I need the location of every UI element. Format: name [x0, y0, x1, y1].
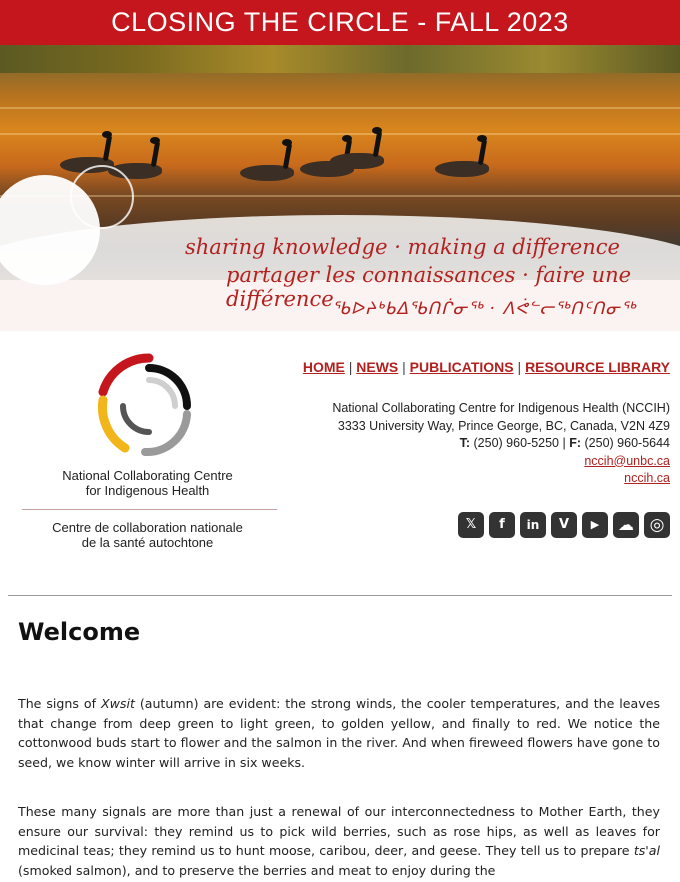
tagline-syllabics: ᖃᐅᔨᒃᑲᐃᖃᑎᒌᓂᖅ · ᐱᕚᓪᓕᖅᑎᑦᑎᓂᖅ [332, 299, 636, 319]
paragraph-text: (autumn) are evident: the strong winds, the cooler temperatures, and the leaves that change from deep green to light green, to golden yellow, and finally to red. We notice the cottonwood buds start to flower and the salmon in the river. And when fireweed flowers have gone to seed, we know winter will arrive in six weeks. [18, 696, 661, 770]
logo-arc-inner-dark [123, 406, 149, 432]
goose-image [330, 153, 384, 169]
org-name-fr-line: de la santé autochtone [81, 535, 214, 550]
instagram-icon[interactable]: ◎ [644, 512, 670, 538]
contact-org-line: National Collaborating Centre for Indigenous Health (NCCIH) [332, 401, 670, 415]
nav-separator: | [517, 359, 522, 375]
paragraph-text: (smoked salmon), and to preserve the berries and meat to enjoy during the [18, 862, 496, 878]
goose-image [435, 161, 489, 177]
fax-label: F: [569, 436, 582, 450]
youtube-icon[interactable]: ▶ [582, 512, 608, 538]
article-paragraph-2 [18, 802, 660, 880]
contact-address: 3333 University Way, Prince George, BC, Canada, V2N 4Z9 [337, 418, 670, 433]
hero-banner [0, 45, 680, 331]
linkedin-icon[interactable]: in [520, 512, 546, 538]
nav-news-link[interactable]: NEWS [356, 359, 399, 375]
nav-separator: | [402, 359, 406, 375]
contact-separator: | [562, 436, 566, 450]
contact-block [250, 400, 670, 488]
facebook-icon[interactable]: f [489, 512, 515, 538]
goose-image [240, 165, 294, 181]
nav-home-link[interactable]: HOME [302, 359, 345, 375]
email-link[interactable]: nccih@unbc.ca [584, 453, 670, 468]
phone-label: T: [459, 436, 471, 450]
website-link[interactable]: nccih.ca [624, 471, 670, 485]
tagline-french: partager les connaissances · faire une différence [226, 263, 632, 311]
phone-number: (250) 960-5250 [473, 436, 559, 450]
org-name-en-line: for Indigenous Health [85, 483, 210, 498]
section-divider [8, 595, 672, 596]
tagline-english: sharing knowledge · making a difference [185, 235, 620, 259]
paragraph-text: The signs of [18, 696, 101, 711]
contact-phone-line [250, 435, 670, 453]
nav-separator: | [348, 359, 353, 375]
vimeo-icon[interactable]: V [551, 512, 577, 538]
nccih-logo[interactable] [95, 352, 203, 460]
article-heading: Welcome [18, 618, 141, 646]
logo-arc-red [103, 358, 149, 392]
paragraph-emphasis: ts'al [633, 843, 660, 858]
top-navigation [303, 359, 670, 375]
logo-arc-inner-grey [149, 380, 175, 406]
article-paragraph-1 [18, 694, 660, 772]
social-links [458, 512, 670, 538]
hero-treeline [0, 45, 680, 73]
org-name-french [20, 520, 275, 550]
soundcloud-icon[interactable]: ☁ [613, 512, 639, 538]
org-name-en-line: National Collaborating Centre [62, 468, 233, 483]
nav-publications-link[interactable]: PUBLICATIONS [409, 359, 514, 375]
paragraph-text: These many signals are more than just a renewal of our interconnectedness to Mother Earth, they ensure our survival: they remind us to pick wild berries, such as rose hips, as well as leaves for medicinal teas; they remind us to hunt moose, caribou, deer, and geese. They tell us to prepare [18, 804, 660, 858]
nav-resource-library-link[interactable]: RESOURCE LIBRARY [525, 359, 670, 375]
org-divider [22, 509, 277, 510]
decorative-circle [70, 165, 134, 229]
org-name-fr-line: Centre de collaboration nationale [52, 520, 243, 535]
water-ripple [0, 107, 680, 109]
x-icon[interactable]: 𝕏 [458, 512, 484, 538]
newsletter-title-bar [0, 0, 680, 45]
org-name-english [20, 468, 275, 498]
paragraph-emphasis: Xwsit [100, 696, 135, 711]
newsletter-title: CLOSING THE CIRCLE - FALL 2023 [111, 7, 569, 37]
fax-number: (250) 960-5644 [584, 436, 670, 450]
